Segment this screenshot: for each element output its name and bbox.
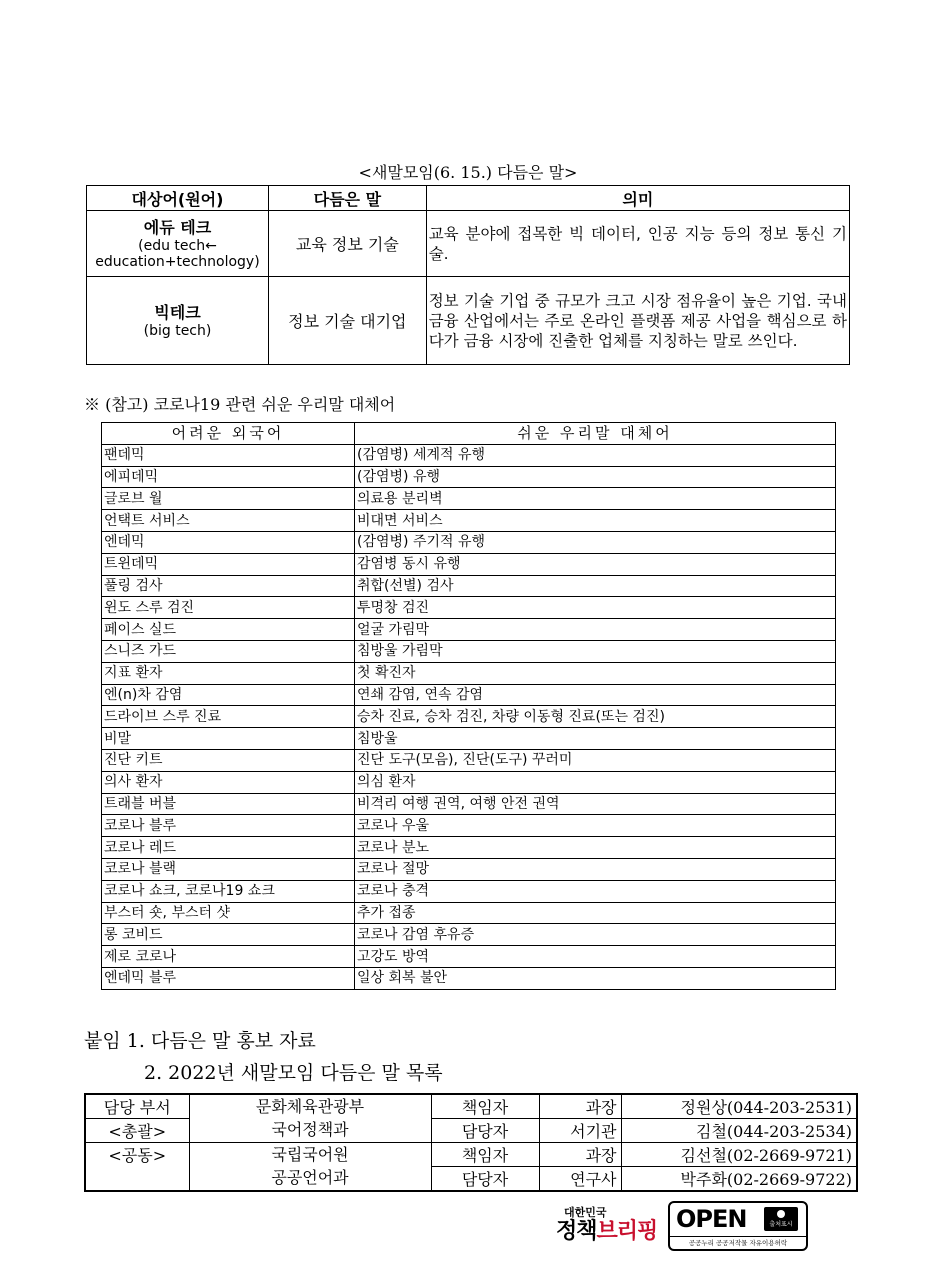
header-target-word: 대상어(원어) (87, 186, 269, 211)
contact-title: 서기관 (539, 1119, 621, 1143)
foreign-word-cell: 풀링 검사 (102, 575, 355, 597)
table-row (102, 749, 836, 771)
logo-country-text: 대한민국 (564, 1206, 607, 1219)
table-row (102, 728, 836, 750)
meaning: 정보 기술 기업 중 규모가 크고 시장 점유율이 높은 기업. 국내 금융 산업에서는 주로 온라인 플랫폼 제공 사업을 핵심으로 하다가 금융 시장에 진출한 업체를 지칭하는 말로 쓰인다. (426, 277, 849, 365)
table-row (102, 531, 836, 553)
policy-briefing-logo (556, 1207, 660, 1251)
foreign-word-cell: 엔(n)차 감염 (102, 684, 355, 706)
header-refined-word: 다듬은 말 (268, 186, 426, 211)
korean-replacement-cell: 침방울 가림막 (355, 640, 836, 662)
korean-replacement-cell: (감염병) 주기적 유행 (355, 531, 836, 553)
table-row (102, 575, 836, 597)
table-row (102, 619, 836, 641)
foreign-word-cell: 트래블 버블 (102, 793, 355, 815)
foreign-word-cell: 제로 코로나 (102, 946, 355, 968)
meaning: 교육 분야에 접목한 빅 데이터, 인공 지능 등의 정보 통신 기술. (426, 211, 849, 277)
table-row (102, 902, 836, 924)
table-row (87, 277, 850, 365)
korean-replacement-cell: 얼굴 가림막 (355, 619, 836, 641)
table-row (102, 815, 836, 837)
foreign-word-cell: 코로나 블랙 (102, 858, 355, 880)
table-row (102, 684, 836, 706)
table-row (102, 488, 836, 510)
foreign-word-cell: 지표 환자 (102, 662, 355, 684)
korean-replacement-cell: 코로나 충격 (355, 880, 836, 902)
korean-replacement-cell: 감염병 동시 유행 (355, 553, 836, 575)
korean-replacement-cell: 코로나 우울 (355, 815, 836, 837)
foreign-word-cell: 코로나 블루 (102, 815, 355, 837)
table-row (102, 924, 836, 946)
table-row (102, 662, 836, 684)
foreign-word-cell: 부스터 숏, 부스터 샷 (102, 902, 355, 924)
table-row (102, 640, 836, 662)
contact-row (85, 1143, 857, 1167)
table-row (102, 466, 836, 488)
foreign-word-cell: 트윈데믹 (102, 553, 355, 575)
attribution-badge-icon (764, 1207, 798, 1231)
korean-replacement-cell: 연쇄 감염, 연속 감염 (355, 684, 836, 706)
foreign-word-cell: 글로브 월 (102, 488, 355, 510)
korean-replacement-cell: 고강도 방역 (355, 946, 836, 968)
foreign-word-cell: 코로나 쇼크, 코로나19 쇼크 (102, 880, 355, 902)
contact-name-phone: 김선철(02-2669-9721) (621, 1143, 857, 1167)
table-row (87, 211, 850, 277)
korean-replacement-cell: 추가 접종 (355, 902, 836, 924)
foreign-word-cell: 코로나 레드 (102, 837, 355, 859)
term-origin: (edu tech← education+technology) (95, 237, 260, 270)
table-row (102, 597, 836, 619)
table-row (102, 967, 836, 989)
contact-name-phone: 박주화(02-2669-9722) (621, 1167, 857, 1192)
table-row (102, 771, 836, 793)
contact-role: 책임자 (431, 1143, 539, 1167)
covid-terms-table (101, 422, 836, 990)
korean-replacement-cell: 침방울 (355, 728, 836, 750)
korean-replacement-cell: 취합(선별) 검사 (355, 575, 836, 597)
contact-role: 책임자 (431, 1094, 539, 1119)
table-row (102, 706, 836, 728)
korean-replacement-cell: 코로나 분노 (355, 837, 836, 859)
new-words-table (86, 185, 850, 365)
korean-replacement-cell: (감염병) 유행 (355, 466, 836, 488)
table-row (102, 946, 836, 968)
korean-replacement-cell: 의료용 분리벽 (355, 488, 836, 510)
term: 빅테크 (154, 302, 201, 322)
logo-text-red: 브리핑 (596, 1219, 658, 1244)
contact-title: 과장 (539, 1094, 621, 1119)
header-meaning: 의미 (426, 186, 849, 211)
table-row (102, 880, 836, 902)
contact-table (84, 1093, 858, 1192)
attachment-2: 2. 2022년 새말모임 다듬은 말 목록 (144, 1062, 443, 1084)
foreign-word-cell: 엔데믹 (102, 531, 355, 553)
table-row (102, 553, 836, 575)
open-text: OPEN (676, 1205, 747, 1233)
table-row (102, 444, 836, 466)
korean-replacement-cell: 비격리 여행 권역, 여행 안전 권역 (355, 793, 836, 815)
reference-note: ※ (참고) 코로나19 관련 쉬운 우리말 대체어 (84, 395, 396, 414)
table-row (102, 510, 836, 532)
contact-role: 담당자 (431, 1119, 539, 1143)
group-label: <공동> (85, 1143, 189, 1192)
group-label: <총괄> (85, 1119, 189, 1143)
term-origin: (big tech) (143, 322, 212, 339)
header-korean-replacement: 쉬운 우리말 대체어 (355, 423, 836, 445)
contact-role: 담당자 (431, 1167, 539, 1192)
badge-text: 출처표시 (769, 1221, 793, 1228)
contact-title: 과장 (539, 1143, 621, 1167)
contact-row (85, 1094, 857, 1119)
table-row (102, 858, 836, 880)
department: 문화체육관광부 (255, 1097, 365, 1116)
foreign-word-cell: 진단 키트 (102, 749, 355, 771)
logo-text-black: 정책 (556, 1219, 597, 1244)
replacement: 교육 정보 기술 (268, 211, 426, 277)
contact-name-phone: 김철(044-203-2534) (621, 1119, 857, 1143)
korean-replacement-cell: 첫 확진자 (355, 662, 836, 684)
department: 국립국어원 (271, 1145, 349, 1164)
department-division: 국어정책과 (271, 1120, 349, 1139)
foreign-word-cell: 에피데믹 (102, 466, 355, 488)
foreign-word-cell: 비말 (102, 728, 355, 750)
table-caption: <새말모임(6. 15.) 다듬은 말> (358, 163, 578, 182)
korean-replacement-cell: 코로나 감염 후유증 (355, 924, 836, 946)
foreign-word-cell: 의사 환자 (102, 771, 355, 793)
person-icon (777, 1210, 785, 1218)
header-foreign-word: 어려운 외국어 (102, 423, 355, 445)
foreign-word-cell: 엔데믹 블루 (102, 967, 355, 989)
contact-title: 연구사 (539, 1167, 621, 1192)
foreign-word-cell: 언택트 서비스 (102, 510, 355, 532)
term: 에듀 테크 (143, 217, 212, 237)
korean-replacement-cell: 진단 도구(모음), 진단(도구) 꾸러미 (355, 749, 836, 771)
foreign-word-cell: 페이스 실드 (102, 619, 355, 641)
foreign-word-cell: 스니즈 가드 (102, 640, 355, 662)
department-division: 공공언어과 (271, 1168, 349, 1187)
group-label: 담당 부서 (85, 1094, 189, 1119)
contact-name-phone: 정원상(044-203-2531) (621, 1094, 857, 1119)
korean-replacement-cell: 일상 회복 불안 (355, 967, 836, 989)
foreign-word-cell: 윈도 스루 검진 (102, 597, 355, 619)
foreign-word-cell: 팬데믹 (102, 444, 355, 466)
replacement: 정보 기술 대기업 (268, 277, 426, 365)
foreign-word-cell: 드라이브 스루 진료 (102, 706, 355, 728)
foreign-word-cell: 롱 코비드 (102, 924, 355, 946)
kogl-open-logo (668, 1201, 808, 1251)
attachment-1: 붙임 1. 다듬은 말 홍보 자료 (84, 1030, 316, 1052)
korean-replacement-cell: 의심 환자 (355, 771, 836, 793)
korean-replacement-cell: (감염병) 세계적 유행 (355, 444, 836, 466)
table-row (102, 793, 836, 815)
kogl-caption: 공공누리 공공저작물 자유이용허락 (670, 1236, 806, 1249)
korean-replacement-cell: 비대면 서비스 (355, 510, 836, 532)
korean-replacement-cell: 코로나 절망 (355, 858, 836, 880)
korean-replacement-cell: 승차 진료, 승차 검진, 차량 이동형 진료(또는 검진) (355, 706, 836, 728)
table-row (102, 837, 836, 859)
korean-replacement-cell: 투명창 검진 (355, 597, 836, 619)
